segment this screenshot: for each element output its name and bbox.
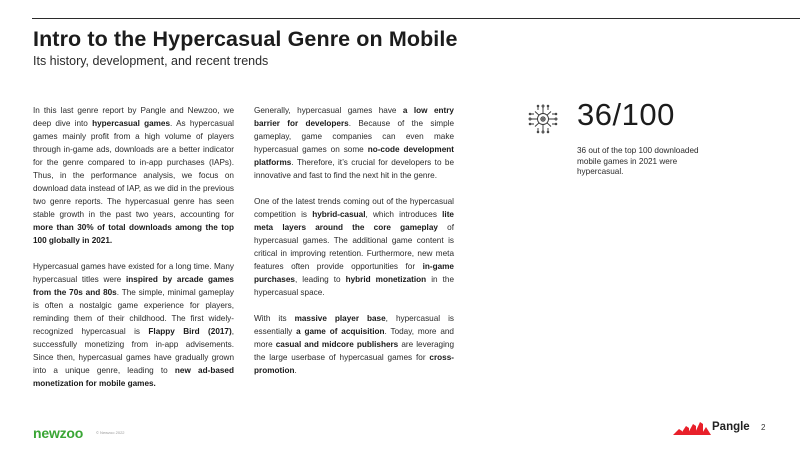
bold-text: Flappy Bird (2017) [148, 327, 232, 336]
newzoo-logo: newzoo [33, 425, 84, 441]
text-run: . The simple, minimal gameplay is often a nostalgic game experience for players, reminding them of their childhood. The first widely-recognized hypercasual is [33, 288, 234, 336]
pangle-logo-icon [673, 421, 711, 435]
bold-text: a game of acquisition [296, 327, 385, 336]
header-divider [32, 18, 800, 19]
text-run: . Today, more and more [254, 327, 454, 349]
text-run: , which introduces [365, 210, 443, 219]
text-run: With its [254, 314, 295, 323]
bold-text: casual and midcore publishers [275, 340, 399, 349]
bold-text: lite meta layers around the core gameplay [254, 210, 454, 232]
stat-caption: 36 out of the top 100 downloaded mobile games in 2021 were hypercasual. [577, 146, 699, 176]
page-number: 2 [761, 423, 766, 432]
text-run: . [294, 366, 297, 375]
bold-text: hybrid monetization [345, 275, 427, 284]
bold-text: a low entry barrier for developers [254, 106, 454, 128]
text-run: in the hypercasual space. [254, 275, 454, 297]
text-run: In this last genre report by Pangle and Newzoo, we deep dive into [33, 106, 234, 128]
page-subtitle: Its history, development, and recent trends [33, 54, 269, 68]
text-run: . Therefore, it’s crucial for developers to be innovative and fast to find the next hit in the genre. [254, 158, 454, 180]
paragraph [33, 260, 234, 390]
text-run: , hypercasual is essentially [254, 314, 454, 336]
text-run: Generally, hypercasual games have [254, 106, 403, 115]
text-run: One of the latest trends coming out of the hypercasual competition is [254, 197, 454, 219]
body-column-left [33, 104, 234, 403]
body-column-middle [254, 104, 454, 390]
text-run: are leveraging the large userbase of hypercasual games for [254, 340, 455, 362]
bold-text: massive player base [294, 314, 386, 323]
paragraph [254, 104, 454, 182]
pangle-logo: Pangle [712, 421, 750, 433]
bold-text: cross-promotion [254, 353, 454, 375]
bold-text: more than 30% of total downloads among the top 100 globally in 2021. [33, 223, 234, 245]
stat-value: 36/100 [577, 97, 675, 132]
paragraph [254, 195, 454, 299]
paragraph [33, 104, 234, 247]
bold-text: in-game purchases [254, 262, 454, 284]
copyright-text: © Newzoo 2022 [96, 430, 125, 435]
page-title: Intro to the Hypercasual Genre on Mobile [33, 27, 458, 51]
bold-text: inspired by arcade games from the 70s and 80s [33, 275, 234, 297]
text-run: . Because of the simple gameplay, game companies can even make hypercasual games on some [254, 119, 455, 154]
chip-network-icon [527, 103, 559, 135]
paragraph [254, 312, 454, 377]
bold-text: no-code development platforms [254, 145, 454, 167]
bold-text: new ad-based monetization for mobile games. [33, 366, 234, 388]
bold-text: hypercasual games [92, 119, 171, 128]
text-run: . As hypercasual games mainly profit from a high volume of players through in-game ads, downloads are a better indicator for the genre compared to in-app purchases (IAPs). Thus, in the performance analysis, we focus on download data instead of IAP, as we did in the previous two genre reports. The hypercasual genre has seen stable growth in the past two years, accounting for [33, 119, 235, 219]
text-run: of hypercasual games. The additional game content is critical in improving retention. Furthermore, new meta features often provide opportunities for [254, 223, 454, 271]
bold-text: hybrid-casual [312, 210, 366, 219]
text-run: Hypercasual games have existed for a long time. Many hypercasual titles were [33, 262, 234, 284]
text-run: , leading to [294, 275, 346, 284]
text-run: , successfully monetizing from in-app advisements. Since then, hypercasual games have gradually grown into a unique genre, leading to [33, 327, 234, 375]
